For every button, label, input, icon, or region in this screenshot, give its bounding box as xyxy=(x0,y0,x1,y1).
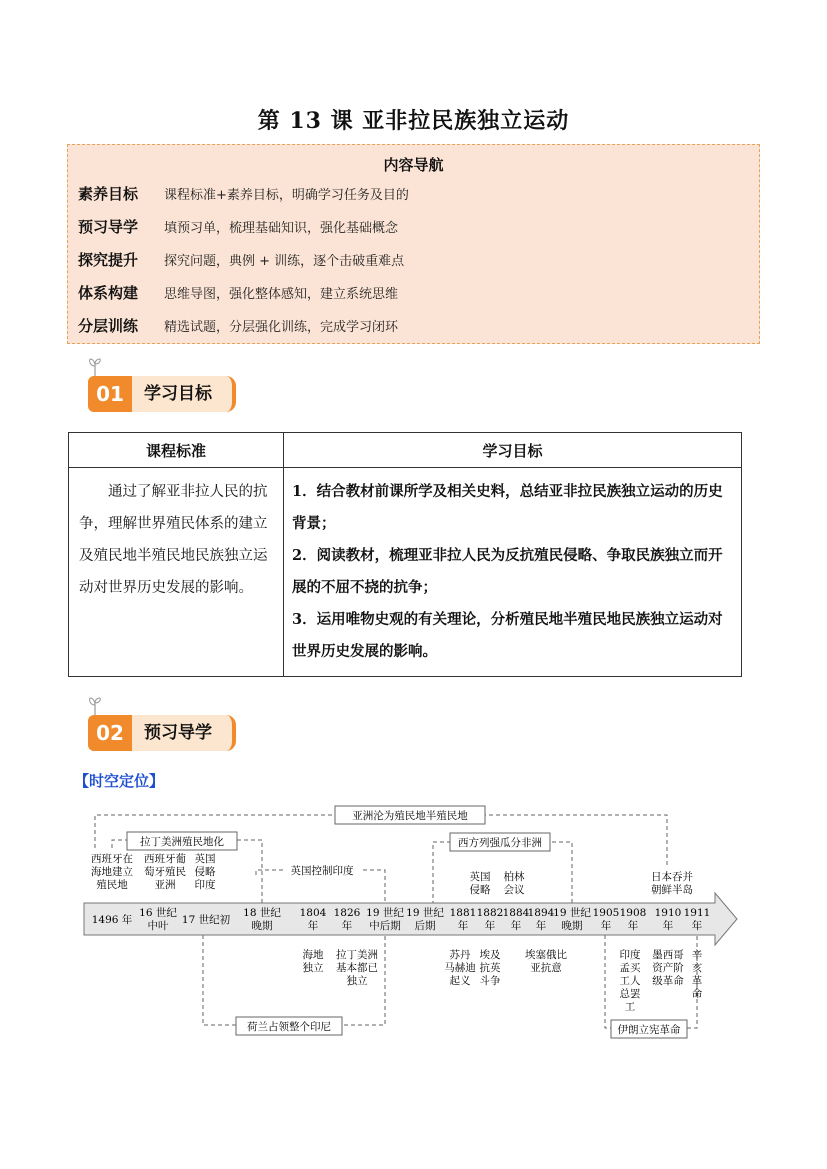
event-mexico-line: 资产阶 xyxy=(652,962,684,974)
timeline-tick-line: 后期 xyxy=(414,920,436,932)
box-latin-america xyxy=(127,832,237,850)
event-spain-port-line: 萄牙殖民 xyxy=(144,866,186,878)
event-latin-line: 基本都已 xyxy=(336,962,378,974)
timeline-tick-line: 年 xyxy=(600,920,612,932)
timeline-tick xyxy=(182,913,231,926)
timeline-tick-line: 年 xyxy=(691,920,703,932)
india-control-label: 英国控制印度 xyxy=(290,865,354,877)
timeline-tick-line: 19 世纪 xyxy=(406,907,444,919)
section-number: 02 xyxy=(88,715,132,751)
timeline-bottom-events xyxy=(303,948,703,1013)
nav-value: 精选试题，分层强化训练，完成学习闭环 xyxy=(164,320,399,335)
event-sudan-line: 马赫迪 xyxy=(444,962,476,974)
goal-item: 1．结合教材前课所学及相关史料，总结亚非拉民族独立运动的历史背景； xyxy=(292,483,723,532)
event-sudan-line: 起义 xyxy=(449,975,471,987)
standard-text: 通过了解亚非拉人民的抗争，理解世界殖民体系的建立及殖民地半殖民地民族独立运动对世界历史发展的影响。 xyxy=(69,468,284,677)
timeline-tick-line: 晚期 xyxy=(561,920,583,932)
timeline-tick-line: 中叶 xyxy=(147,920,169,932)
event-berlin xyxy=(504,870,525,896)
event-japan-line: 朝鲜半岛 xyxy=(651,884,693,896)
event-ethiopia xyxy=(525,948,567,974)
timeline-heading: 【时空定位】 xyxy=(74,772,165,790)
table-header-goals: 学习目标 xyxy=(284,433,742,468)
timeline-tick-line: 1826 xyxy=(333,907,361,919)
timeline-tick-line: 1910 xyxy=(654,907,682,919)
event-xinhai-line: 亥 xyxy=(691,962,703,974)
event-sudan xyxy=(444,948,476,987)
event-egypt-line: 斗争 xyxy=(479,975,501,987)
event-britain-egypt xyxy=(470,870,491,896)
section-number: 01 xyxy=(88,376,132,412)
nav-heading: 内容导航 xyxy=(383,156,444,174)
timeline-tick-line: 1882 xyxy=(476,907,504,919)
timeline-tick-line: 年 xyxy=(341,920,353,932)
timeline-tick-line: 1881 xyxy=(449,907,477,919)
box-iran-label: 伊朗立宪革命 xyxy=(617,1024,681,1036)
timeline-tick-line: 年 xyxy=(662,920,674,932)
box-indonesia xyxy=(236,1017,342,1035)
event-spain-line: 海地建立 xyxy=(91,866,133,878)
goal-item: 3．运用唯物史观的有关理论，分析殖民地半殖民地民族独立运动对世界历史发展的影响。 xyxy=(292,611,723,660)
timeline-tick xyxy=(92,913,133,926)
timeline-tick-line: 19 世纪 xyxy=(366,907,404,919)
table-header-standard: 课程标准 xyxy=(69,433,284,468)
nav-key: 预习导学 xyxy=(78,218,139,236)
timeline-tick-line: 1884 xyxy=(502,907,530,919)
timeline-tick-line: 年 xyxy=(510,920,522,932)
event-latin-line: 拉丁美洲 xyxy=(336,949,378,961)
event-india-strike-line: 总罢 xyxy=(619,988,641,1000)
event-mexico-line: 墨西哥 xyxy=(652,949,684,961)
section-label: 预习导学 xyxy=(132,715,236,751)
event-britain-india-line: 英国 xyxy=(194,853,216,865)
event-egypt-line: 抗英 xyxy=(479,962,501,974)
event-berlin-line: 柏林 xyxy=(503,871,525,883)
box-indonesia-label: 荷兰占领整个印尼 xyxy=(247,1021,331,1033)
event-xinhai-line: 命 xyxy=(691,988,703,1000)
event-india-strike-line: 工 xyxy=(624,1001,636,1013)
timeline-tick-line: 晚期 xyxy=(251,920,273,932)
timeline-tick-line: 年 xyxy=(627,920,639,932)
timeline-tick-line: 19 世纪 xyxy=(553,907,591,919)
event-india-strike-line: 工人 xyxy=(619,975,641,987)
event-xinhai-line: 辛 xyxy=(691,949,703,961)
event-japan xyxy=(651,870,693,896)
timeline-tick-line: 1905 xyxy=(592,907,620,919)
event-britain-egypt-line: 英国 xyxy=(469,871,491,883)
timeline-tick-line: 18 世纪 xyxy=(243,907,281,919)
nav-value: 填预习单，梳理基础知识，强化基础概念 xyxy=(164,221,399,236)
event-xinhai-line: 革 xyxy=(691,975,703,987)
event-spain-port-line: 亚洲 xyxy=(154,879,176,891)
page-title: 第 13 课 亚非拉民族独立运动 xyxy=(257,108,570,134)
event-britain-india-line: 侵略 xyxy=(194,866,216,878)
event-mexico xyxy=(652,948,684,987)
timeline-tick-line: 年 xyxy=(457,920,469,932)
event-spain-line: 殖民地 xyxy=(96,879,128,891)
box-africa-label: 西方列强瓜分非洲 xyxy=(458,837,542,849)
event-britain-india-line: 印度 xyxy=(194,879,216,891)
event-spain-port-line: 西班牙葡 xyxy=(144,853,186,865)
box-asia-label: 亚洲沦为殖民地半殖民地 xyxy=(352,810,468,822)
timeline-tick-line: 中后期 xyxy=(369,920,401,932)
timeline-tick-line: 年 xyxy=(535,920,547,932)
event-haiti xyxy=(303,948,324,974)
event-spain-port xyxy=(144,852,186,891)
event-japan-line: 日本吞并 xyxy=(651,871,693,883)
event-haiti-line: 独立 xyxy=(302,962,324,974)
timeline-tick-line: 1908 xyxy=(619,907,647,919)
event-spain-line: 西班牙在 xyxy=(91,853,133,865)
event-sudan-line: 苏丹 xyxy=(449,949,471,961)
label-india-control xyxy=(285,863,360,877)
box-asia xyxy=(335,806,485,824)
timeline-tick-line: 17 世纪初 xyxy=(181,914,231,926)
event-ethiopia-line: 埃塞俄比 xyxy=(525,949,567,961)
event-britain-egypt-line: 侵略 xyxy=(469,884,491,896)
nav-key: 体系构建 xyxy=(78,284,139,302)
timeline-tick-line: 1496 年 xyxy=(91,914,133,926)
event-india-strike-line: 孟买 xyxy=(619,962,641,974)
event-latin-line: 独立 xyxy=(346,975,368,987)
event-india-strike xyxy=(620,948,641,1013)
box-latin-label: 拉丁美洲殖民地化 xyxy=(140,836,224,848)
nav-value: 思维导图，强化整体感知，建立系统思维 xyxy=(164,287,399,302)
timeline-tick-line: 年 xyxy=(307,920,319,932)
timeline-tick-line: 1911 xyxy=(683,907,711,919)
event-india-strike-line: 印度 xyxy=(619,949,641,961)
event-ethiopia-line: 亚抗意 xyxy=(530,962,562,974)
event-mexico-line: 级革命 xyxy=(652,975,684,987)
timeline-tick-line: 16 世纪 xyxy=(139,907,177,919)
event-egypt-line: 埃及 xyxy=(479,949,501,961)
event-berlin-line: 会议 xyxy=(503,884,525,896)
nav-key: 素养目标 xyxy=(78,185,139,203)
timeline-top-events xyxy=(91,852,693,896)
goal-item: 2．阅读教材，梳理亚非拉人民为反抗殖民侵略、争取民族独立而开展的不屈不挠的抗争； xyxy=(292,547,723,596)
event-haiti-line: 海地 xyxy=(302,949,324,961)
nav-value: 课程标准+素养目标，明确学习任务及目的 xyxy=(164,188,409,203)
event-britain-india xyxy=(195,852,216,891)
box-iran xyxy=(611,1020,687,1038)
section-label: 学习目标 xyxy=(132,376,236,412)
nav-key: 探究提升 xyxy=(78,251,139,269)
event-spain xyxy=(91,852,133,891)
event-latin xyxy=(336,948,378,987)
timeline-tick-line: 1804 xyxy=(299,907,327,919)
timeline-tick-line: 1894 xyxy=(527,907,555,919)
nav-key: 分层训练 xyxy=(78,317,139,335)
nav-value: 探究问题，典例 + 训练，逐个击破重难点 xyxy=(164,254,405,269)
box-africa xyxy=(450,833,550,851)
timeline-tick-line: 年 xyxy=(484,920,496,932)
event-egypt xyxy=(480,948,501,987)
